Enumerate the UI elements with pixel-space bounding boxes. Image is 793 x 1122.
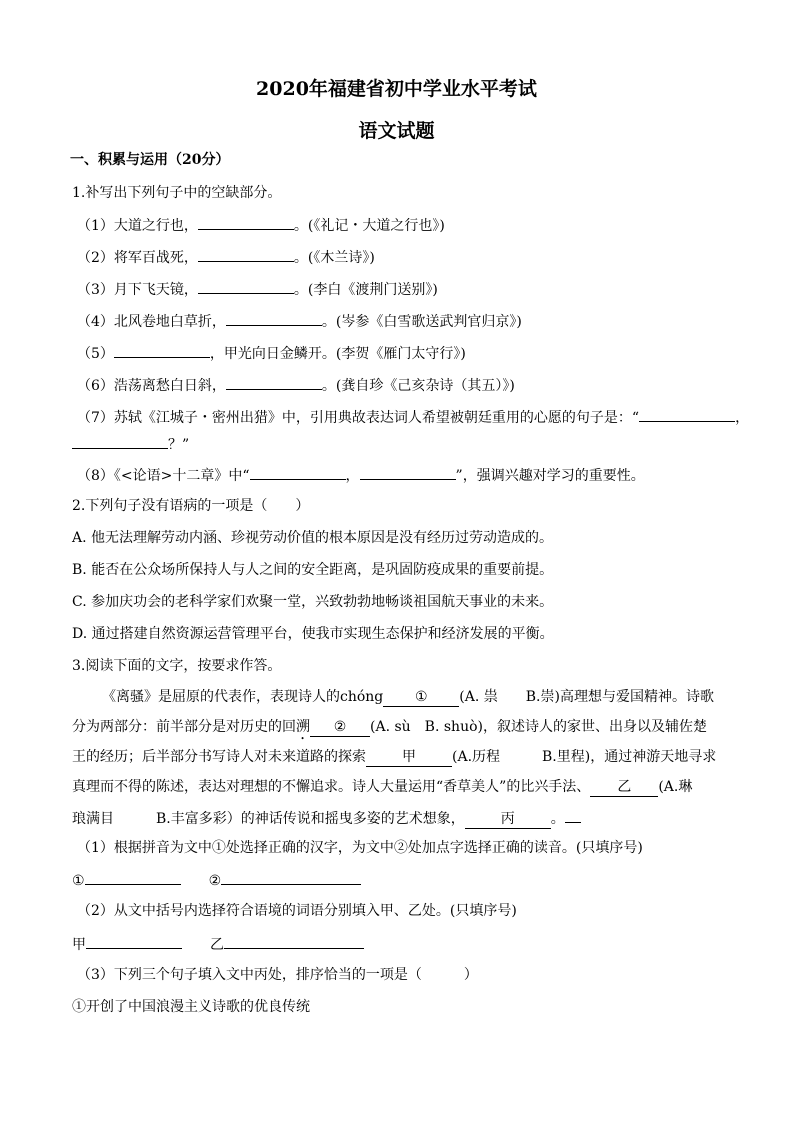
passage-text: (A.历程 B.里程)，通过神游天地寻求: [452, 749, 717, 765]
answer-label-yi: 乙: [210, 937, 224, 953]
dotted-character: 溯: [296, 719, 310, 735]
answer-blank[interactable]: [86, 934, 182, 949]
item-punct: ，: [345, 468, 360, 484]
item-text: （7）苏轼《江城子・密州出猎》中，引用典故表达词人希望被朝廷重用的心愿的句子是：“: [77, 410, 640, 426]
passage-line-1: [102, 688, 714, 707]
item-text: （2）将军百战死，: [77, 250, 198, 266]
answer-blank[interactable]: [639, 407, 735, 422]
answer-label-1: ①: [72, 873, 85, 889]
subquestion-2-answers: [72, 934, 364, 954]
passage-text: 分为两部分：前半部分是对历史的回: [72, 719, 296, 735]
passage-text: 。: [550, 811, 565, 827]
answer-blank[interactable]: [198, 215, 294, 230]
question-1-item-3: [77, 279, 438, 299]
question-1-item-7-cont: [72, 434, 189, 454]
item-source: 。(《木兰诗》): [293, 250, 375, 266]
question-1-item-2: [77, 247, 375, 267]
page-subtitle: 语文试题: [358, 120, 435, 142]
page-title: 2020年福建省初中学业水平考试: [256, 78, 537, 100]
question-3-stem: 3.阅读下面的文字，按要求作答。: [72, 658, 282, 674]
section-heading: 一、积累与运用（20分）: [70, 152, 230, 168]
answer-label-jia: 甲: [72, 937, 86, 953]
subquestion-1-answers: [72, 870, 361, 890]
option-c[interactable]: C. 参加庆功会的老科学家们欢聚一堂，兴致勃勃地畅谈祖国航天事业的未来。: [72, 594, 554, 610]
answer-blank[interactable]: [72, 434, 168, 449]
item-text: （4）北风卷地白草折，: [77, 314, 226, 330]
question-1-item-4: [77, 311, 522, 331]
question-1-item-5: [77, 343, 466, 363]
question-1-item-6: [77, 375, 515, 395]
answer-blank[interactable]: [224, 934, 364, 949]
question-2-stem: 2.下列句子没有语病的一项是（ ）: [72, 498, 310, 514]
option-d[interactable]: D. 通过搭建自然资源运营管理平台，使我市实现生态保护和经济发展的平衡。: [72, 626, 554, 642]
item-source: ，甲光向日金鳞开。(李贺《雁门太守行》): [209, 346, 466, 362]
item-text: （5）: [77, 346, 114, 362]
passage-blank-1[interactable]: ①: [383, 688, 459, 707]
passage-line-2: [72, 718, 707, 743]
subquestion-2: （2）从文中括号内选择符合语境的词语分别填入甲、乙处。(只填序号): [77, 903, 517, 919]
answer-blank[interactable]: [114, 343, 210, 358]
answer-blank[interactable]: [226, 375, 322, 390]
subquestion-1: （1）根据拼音为文中①处选择正确的汉字，为文中②处加点字选择正确的读音。(只填序号): [77, 840, 643, 856]
answer-label-2: ②: [208, 873, 222, 889]
passage-text: 琅满目 B.丰富多彩）的神话传说和摇曳多姿的艺术想象，: [72, 811, 465, 827]
subquestion-3: （3）下列三个句子填入文中丙处，排序恰当的一项是（ ）: [77, 967, 478, 983]
passage-line-5: [72, 808, 581, 829]
answer-blank[interactable]: [226, 311, 322, 326]
item-text: （3）月下飞天镜，: [77, 282, 198, 298]
passage-text: 王的经历；后半部分书写诗人对未来道路的探索: [72, 749, 366, 765]
passage-blank-bing[interactable]: 丙: [465, 810, 551, 829]
question-1-item-7: [77, 407, 749, 427]
item-text: ”，强调兴趣对学习的重要性。: [455, 468, 645, 484]
item-source: 。(李白《渡荆门送别》): [293, 282, 438, 298]
answer-blank[interactable]: [198, 247, 294, 262]
passage-line-4: [72, 778, 692, 797]
question-1-stem: 1.补写出下列句子中的空缺部分。: [72, 185, 282, 201]
answer-blank[interactable]: [360, 465, 456, 480]
question-1-item-8: [77, 465, 645, 485]
passage-text: 真理而不得的陈述，表达对理想的不懈追求。诗人大量运用“香草美人”的比兴手法、: [72, 779, 591, 795]
passage-blank-yi[interactable]: 乙: [590, 778, 658, 797]
answer-blank[interactable]: [85, 870, 181, 885]
answer-blank[interactable]: [221, 870, 361, 885]
passage-blank-jia[interactable]: 甲: [366, 748, 452, 767]
passage-line-3: [72, 748, 716, 767]
item-punct: ，: [735, 410, 750, 426]
item-text: （1）大道之行也，: [77, 218, 198, 234]
answer-blank[interactable]: [198, 279, 294, 294]
question-1-item-1: [77, 215, 445, 235]
item-text: （6）浩荡离愁白日斜，: [77, 378, 226, 394]
item-text: （8）《<论语>十二章》中“: [77, 468, 250, 484]
item-source: 。(岑参《白雪歌送武判官归京》): [321, 314, 522, 330]
option-a[interactable]: A. 他无法理解劳动内涵、珍视劳动价值的根本原因是没有经历过劳动造成的。: [72, 530, 554, 546]
item-punct: ？”: [168, 437, 190, 453]
item-source: 。(《礼记・大道之行也》): [293, 218, 445, 234]
subquestion-3-option-1: ①开创了中国浪漫主义诗歌的优良传统: [72, 999, 310, 1015]
passage-blank-2[interactable]: ②: [310, 718, 370, 737]
option-b[interactable]: B. 能否在公众场所保持人与人之间的安全距离，是巩固防疫成果的重要前提。: [72, 562, 554, 578]
underline-tail: [565, 808, 581, 823]
passage-text: 《离骚》是屈原的代表作，表现诗人的chóng: [102, 689, 384, 705]
passage-text: (A. 祟 B.崇)高理想与爱国精神。诗歌: [459, 689, 714, 705]
passage-text: (A.琳: [658, 779, 693, 795]
item-source: 。(龚自珍《己亥杂诗（其五）》): [321, 378, 515, 394]
passage-text: (A. sù B. shuò)，叙述诗人的家世、出身以及辅佐楚: [370, 719, 707, 735]
answer-blank[interactable]: [250, 465, 346, 480]
